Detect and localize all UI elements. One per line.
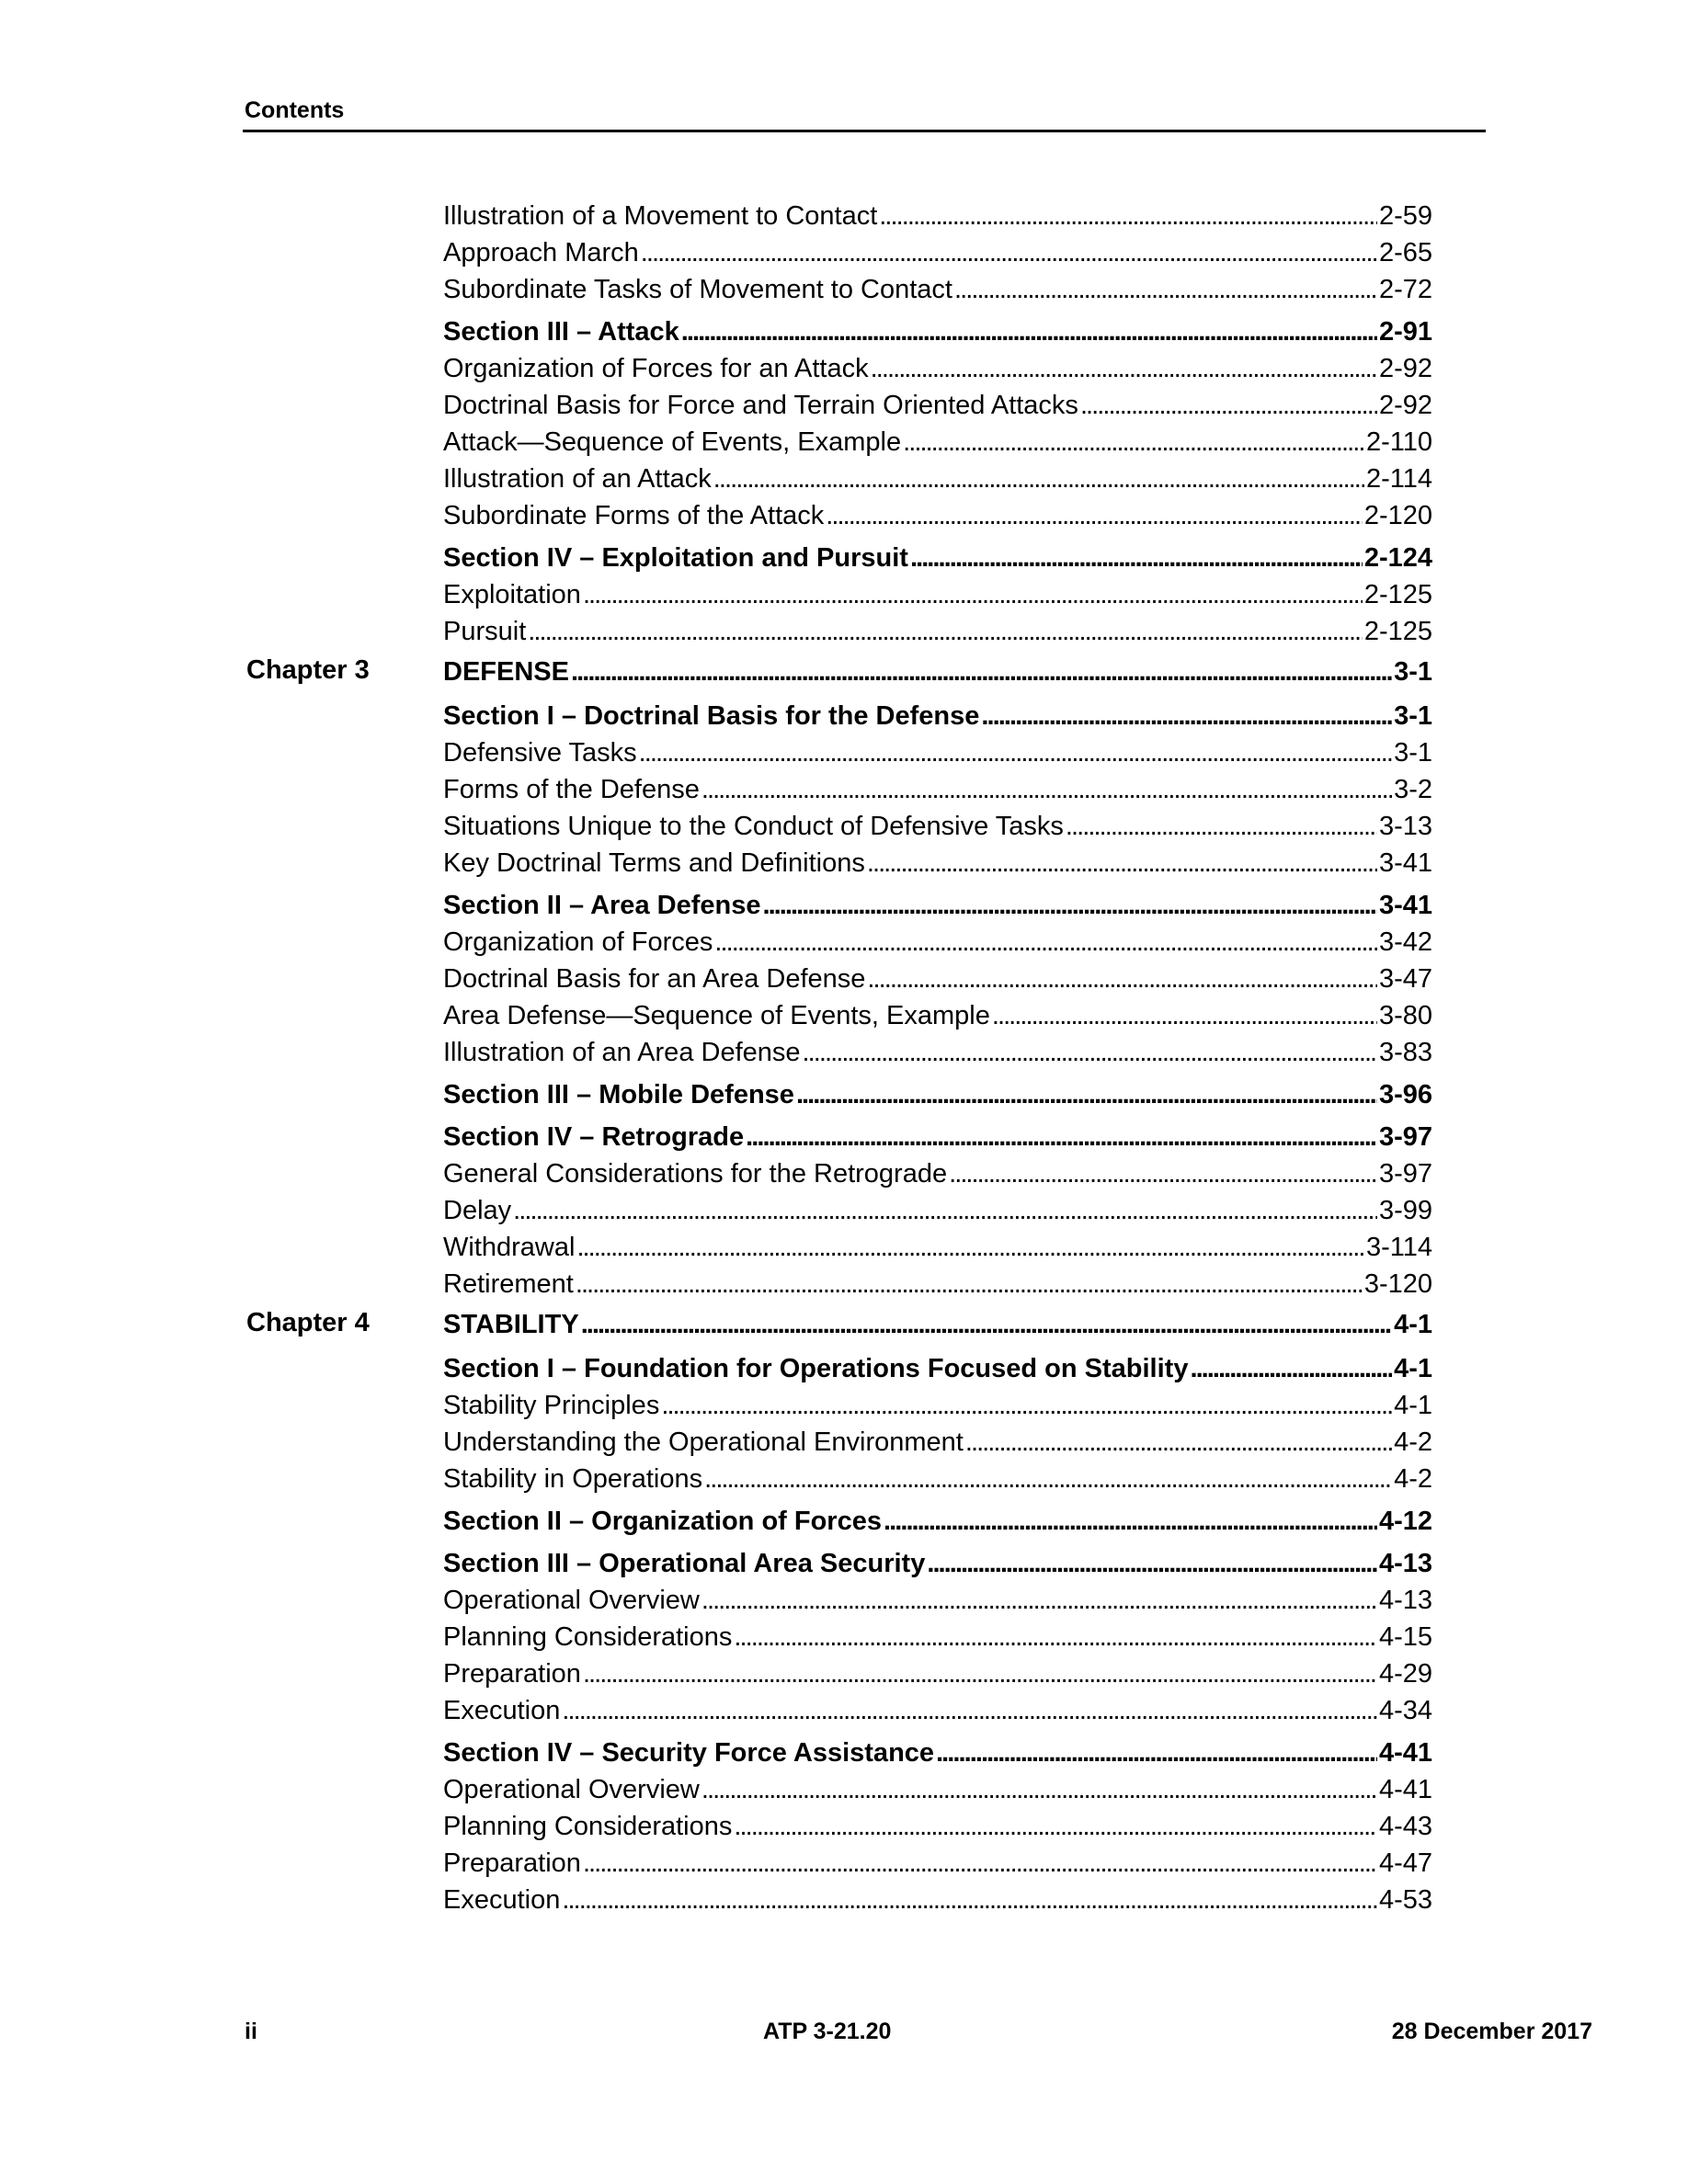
toc-entry-line [443, 1503, 1432, 1540]
toc-entry-row[interactable] [245, 734, 1432, 771]
toc-section-row[interactable] [245, 1735, 1432, 1771]
dot-leader [879, 198, 1377, 234]
dot-leader [910, 540, 1363, 576]
dot-leader [927, 1545, 1377, 1582]
table-of-contents [245, 198, 1432, 1918]
footer-date: 28 December 2017 [1391, 2019, 1592, 2044]
toc-page-number: 2-120 [1363, 501, 1432, 530]
toc-page-number: 3-99 [1378, 1196, 1432, 1225]
toc-entry-line [443, 1119, 1432, 1155]
toc-page-number: 2-92 [1378, 354, 1432, 383]
toc-entry-line [443, 313, 1432, 350]
toc-entry-title: Pursuit [443, 617, 527, 646]
toc-entry-title: Key Doctrinal Terms and Definitions [443, 848, 865, 878]
toc-entry-line [443, 461, 1432, 497]
toc-entry-line [443, 924, 1432, 961]
toc-page-number: 3-1 [1394, 701, 1432, 731]
toc-page-number: 2-125 [1363, 580, 1432, 609]
toc-entry-title: Defensive Tasks [443, 738, 637, 768]
toc-page-number: 4-41 [1378, 1738, 1432, 1768]
dot-leader [796, 1076, 1377, 1113]
toc-page-number: 3-42 [1378, 927, 1432, 957]
toc-entry-line [443, 771, 1432, 808]
toc-entry-line [443, 1229, 1432, 1266]
toc-entry-row[interactable] [245, 1192, 1432, 1229]
toc-entry-row[interactable] [245, 1882, 1432, 1918]
dot-leader [1190, 1350, 1392, 1387]
toc-entry-row[interactable] [245, 1387, 1432, 1424]
toc-entry-row[interactable] [245, 1461, 1432, 1497]
toc-entry-line [443, 198, 1432, 234]
toc-entry-title: Approach March [443, 238, 639, 267]
toc-section-row[interactable] [245, 1350, 1432, 1387]
toc-entry-title: Stability in Operations [443, 1464, 703, 1494]
chapter-label: Chapter 4 [246, 1308, 370, 1337]
toc-page-number: 2-124 [1363, 543, 1432, 573]
dot-leader [528, 613, 1363, 650]
dot-leader [762, 887, 1377, 924]
toc-entry-title: Area Defense—Sequence of Events, Example [443, 1001, 990, 1030]
toc-page-number: 4-12 [1378, 1507, 1432, 1536]
toc-entry-line [443, 540, 1432, 576]
toc-entry-line [443, 1424, 1432, 1461]
running-header-title: Contents [245, 97, 345, 123]
toc-page-number: 4-1 [1394, 1391, 1432, 1420]
toc-entry-row[interactable] [245, 1808, 1432, 1845]
toc-entry-line [443, 576, 1432, 613]
toc-entry-title: Forms of the Defense [443, 775, 700, 804]
toc-page-number: 3-41 [1378, 891, 1432, 920]
toc-entry-title: Preparation [443, 1848, 581, 1878]
toc-section-row[interactable] [245, 1119, 1432, 1155]
toc-page-number: 3-47 [1378, 964, 1432, 994]
toc-entry-row[interactable] [245, 1655, 1432, 1692]
toc-page-number: 4-1 [1394, 1310, 1432, 1339]
toc-entry-title: Section I – Doctrinal Basis for the Defense [443, 701, 980, 731]
toc-entry-row[interactable] [245, 845, 1432, 882]
toc-entry-line [443, 698, 1432, 734]
toc-page-number: 4-13 [1378, 1586, 1432, 1615]
toc-entry-line [443, 997, 1432, 1034]
toc-page-number: 3-114 [1365, 1233, 1432, 1262]
toc-entry-row[interactable] [245, 387, 1432, 424]
toc-entry-line [443, 1155, 1432, 1192]
dot-leader [936, 1735, 1377, 1771]
toc-page-number: 4-34 [1378, 1696, 1432, 1725]
toc-entry-line [443, 387, 1432, 424]
toc-entry-line [443, 1461, 1432, 1497]
dot-leader [1066, 808, 1377, 845]
toc-section-row[interactable] [245, 1076, 1432, 1113]
toc-entry-title: Organization of Forces [443, 927, 713, 957]
dot-leader [581, 1306, 1392, 1343]
toc-entry-title: STABILITY [443, 1310, 579, 1339]
toc-entry-line [443, 1582, 1432, 1619]
dot-leader [704, 1461, 1392, 1497]
dot-leader [734, 1808, 1377, 1845]
toc-page-number: 3-96 [1378, 1080, 1432, 1109]
dot-leader [513, 1192, 1377, 1229]
toc-entry-line [443, 613, 1432, 650]
dot-leader [803, 1034, 1377, 1071]
toc-page-number: 2-110 [1365, 427, 1432, 457]
toc-page-number: 2-59 [1378, 201, 1432, 231]
toc-entry-line [443, 497, 1432, 534]
toc-entry-title: Exploitation [443, 580, 581, 609]
toc-page-number: 2-91 [1378, 317, 1432, 347]
toc-section-row[interactable] [245, 887, 1432, 924]
toc-page-number: 4-15 [1378, 1622, 1432, 1652]
toc-entry-title: Illustration of an Attack [443, 464, 712, 494]
toc-page-number: 4-2 [1394, 1428, 1432, 1457]
toc-entry-title: Subordinate Forms of the Attack [443, 501, 825, 530]
dot-leader [714, 924, 1377, 961]
toc-page-number: 4-41 [1378, 1775, 1432, 1804]
dot-leader [576, 1266, 1363, 1302]
toc-entry-line [443, 234, 1432, 271]
toc-entry-row[interactable] [245, 771, 1432, 808]
toc-page-number: 2-125 [1363, 617, 1432, 646]
dot-leader [1080, 387, 1377, 424]
toc-page-number: 2-92 [1378, 391, 1432, 420]
toc-section-row[interactable] [245, 698, 1432, 734]
toc-section-row[interactable] [245, 1545, 1432, 1582]
toc-entry-row[interactable] [245, 997, 1432, 1034]
toc-entry-title: Operational Overview [443, 1775, 700, 1804]
toc-entry-line [443, 1545, 1432, 1582]
toc-entry-title: Situations Unique to the Conduct of Defensive Tasks [443, 812, 1064, 841]
toc-entry-row[interactable] [245, 461, 1432, 497]
toc-entry-line [443, 808, 1432, 845]
dot-leader [701, 1582, 1377, 1619]
toc-entry-title: Doctrinal Basis for Force and Terrain Oriented Attacks [443, 391, 1078, 420]
toc-entry-line [443, 1076, 1432, 1113]
dot-leader [583, 1845, 1377, 1882]
footer-page-number: ii [245, 2019, 257, 2044]
dot-leader [583, 1655, 1377, 1692]
toc-entry-title: Organization of Forces for an Attack [443, 354, 869, 383]
page-footer [243, 2019, 1592, 2052]
toc-page-number: 3-120 [1363, 1269, 1432, 1299]
toc-entry-title: Attack—Sequence of Events, Example [443, 427, 902, 457]
toc-entry-title: Section IV – Retrograde [443, 1122, 745, 1152]
dot-leader [826, 497, 1363, 534]
toc-entry-title: Illustration of a Movement to Contact [443, 201, 878, 231]
dot-leader [562, 1882, 1377, 1918]
toc-page-number: 2-114 [1365, 464, 1432, 494]
toc-page-number: 3-97 [1378, 1159, 1432, 1189]
toc-entry-line [443, 1192, 1432, 1229]
toc-entry-title: Subordinate Tasks of Movement to Contact [443, 275, 952, 304]
toc-entry-row[interactable] [245, 961, 1432, 997]
dot-leader [701, 771, 1392, 808]
toc-entry-row[interactable] [245, 424, 1432, 461]
toc-entry-line [443, 1771, 1432, 1808]
toc-entry-line [443, 1692, 1432, 1729]
toc-entry-title: General Considerations for the Retrograde [443, 1159, 948, 1189]
toc-entry-row[interactable] [245, 198, 1432, 234]
dot-leader [639, 734, 1392, 771]
toc-entry-title: Section II – Area Defense [443, 891, 761, 920]
toc-entry-row[interactable] [245, 1582, 1432, 1619]
toc-entry-line [443, 271, 1432, 308]
toc-entry-title: Section I – Foundation for Operations Focused on Stability [443, 1354, 1189, 1383]
dot-leader [661, 1387, 1392, 1424]
toc-entry-title: Planning Considerations [443, 1812, 733, 1841]
toc-entry-line [443, 1034, 1432, 1071]
toc-entry-row[interactable] [245, 1155, 1432, 1192]
toc-entry-row[interactable] [245, 271, 1432, 308]
toc-entry-line [443, 845, 1432, 882]
dot-leader [701, 1771, 1377, 1808]
dot-leader [884, 1503, 1377, 1540]
toc-entry-row[interactable] [245, 1424, 1432, 1461]
dot-leader [734, 1619, 1377, 1655]
toc-entry-title: Section IV – Exploitation and Pursuit [443, 543, 908, 573]
toc-entry-title: Section III – Attack [443, 317, 679, 347]
toc-page-number: 4-1 [1394, 1354, 1432, 1383]
toc-entry-row[interactable] [245, 1229, 1432, 1266]
toc-entry-row[interactable] [245, 1619, 1432, 1655]
toc-entry-title: Preparation [443, 1659, 581, 1689]
dot-leader [965, 1424, 1392, 1461]
toc-entry-title: Section IV – Security Force Assistance [443, 1738, 935, 1768]
toc-entry-row[interactable] [245, 1771, 1432, 1808]
toc-entry-line [443, 424, 1432, 461]
dot-leader [954, 271, 1377, 308]
toc-entry-row[interactable] [245, 1034, 1432, 1071]
toc-entry-title: Section III – Mobile Defense [443, 1080, 794, 1109]
toc-entry-line [443, 1387, 1432, 1424]
dot-leader [641, 234, 1377, 271]
toc-page-number: 4-13 [1378, 1549, 1432, 1578]
toc-chapter-row[interactable] [245, 1302, 1432, 1345]
toc-section-row[interactable] [245, 1503, 1432, 1540]
toc-entry-title: Section III – Operational Area Security [443, 1549, 926, 1578]
toc-entry-title: Doctrinal Basis for an Area Defense [443, 964, 866, 994]
toc-entry-row[interactable] [245, 1845, 1432, 1882]
toc-page-number: 3-2 [1394, 775, 1432, 804]
toc-entry-line [443, 1735, 1432, 1771]
dot-leader [713, 461, 1364, 497]
toc-entry-line [443, 1619, 1432, 1655]
toc-entry-title: Understanding the Operational Environment [443, 1428, 964, 1457]
dot-leader [981, 698, 1392, 734]
toc-entry-row[interactable] [245, 576, 1432, 613]
toc-page-number: 3-13 [1378, 812, 1432, 841]
toc-section-row[interactable] [245, 313, 1432, 350]
toc-page-number: 3-80 [1378, 1001, 1432, 1030]
toc-entry-row[interactable] [245, 234, 1432, 271]
toc-entry-title: Withdrawal [443, 1233, 576, 1262]
toc-entry-line [443, 734, 1432, 771]
toc-entry-line [443, 1655, 1432, 1692]
dot-leader [867, 961, 1377, 997]
dot-leader [949, 1155, 1377, 1192]
toc-page-number: 2-65 [1378, 238, 1432, 267]
toc-entry-title: Execution [443, 1885, 561, 1915]
dot-leader [871, 350, 1377, 387]
toc-page-number: 3-97 [1378, 1122, 1432, 1152]
dot-leader [562, 1692, 1377, 1729]
dot-leader [746, 1119, 1377, 1155]
toc-page-number: 4-53 [1378, 1885, 1432, 1915]
footer-publication: ATP 3-21.20 [763, 2019, 892, 2044]
toc-page-number: 3-1 [1394, 738, 1432, 768]
toc-page-number: 4-2 [1394, 1464, 1432, 1494]
toc-page-number: 4-47 [1378, 1848, 1432, 1878]
toc-page-number: 3-83 [1378, 1038, 1432, 1067]
toc-entry-row[interactable] [245, 1692, 1432, 1729]
dot-leader [576, 1229, 1364, 1266]
toc-entry-line [443, 350, 1432, 387]
toc-entry-title: Section II – Organization of Forces [443, 1507, 882, 1536]
dot-leader [903, 424, 1364, 461]
toc-chapter-row[interactable] [245, 650, 1432, 692]
toc-entry-line [443, 1266, 1432, 1302]
toc-entry-line [443, 1845, 1432, 1882]
toc-entry-line [443, 1350, 1432, 1387]
dot-leader [583, 576, 1363, 613]
toc-section-row[interactable] [245, 540, 1432, 576]
toc-page-number: 2-72 [1378, 275, 1432, 304]
toc-entry-title: Retirement [443, 1269, 574, 1299]
toc-page-number: 3-1 [1394, 657, 1432, 687]
toc-entry-line [443, 654, 1432, 690]
toc-entry-row[interactable] [245, 1266, 1432, 1302]
dot-leader [867, 845, 1377, 882]
toc-entry-line [443, 1882, 1432, 1918]
toc-page-number: 3-41 [1378, 848, 1432, 878]
header-rule [243, 130, 1486, 132]
toc-entry-line [443, 1306, 1432, 1343]
toc-entry-line [443, 961, 1432, 997]
toc-entry-row[interactable] [245, 350, 1432, 387]
toc-entry-row[interactable] [245, 924, 1432, 961]
toc-entry-row[interactable] [245, 808, 1432, 845]
toc-entry-title: Stability Principles [443, 1391, 660, 1420]
dot-leader [681, 313, 1377, 350]
toc-entry-line [443, 887, 1432, 924]
toc-entry-title: Delay [443, 1196, 512, 1225]
toc-page-number: 4-29 [1378, 1659, 1432, 1689]
toc-entry-title: Execution [443, 1696, 561, 1725]
toc-entry-line [443, 1808, 1432, 1845]
toc-entry-title: DEFENSE [443, 657, 569, 687]
dot-leader [992, 997, 1377, 1034]
toc-page-number: 4-43 [1378, 1812, 1432, 1841]
toc-entry-row[interactable] [245, 497, 1432, 534]
toc-entry-title: Operational Overview [443, 1586, 700, 1615]
chapter-label: Chapter 3 [246, 655, 370, 685]
dot-leader [571, 654, 1392, 690]
toc-entry-row[interactable] [245, 613, 1432, 650]
toc-entry-title: Planning Considerations [443, 1622, 733, 1652]
toc-entry-title: Illustration of an Area Defense [443, 1038, 801, 1067]
